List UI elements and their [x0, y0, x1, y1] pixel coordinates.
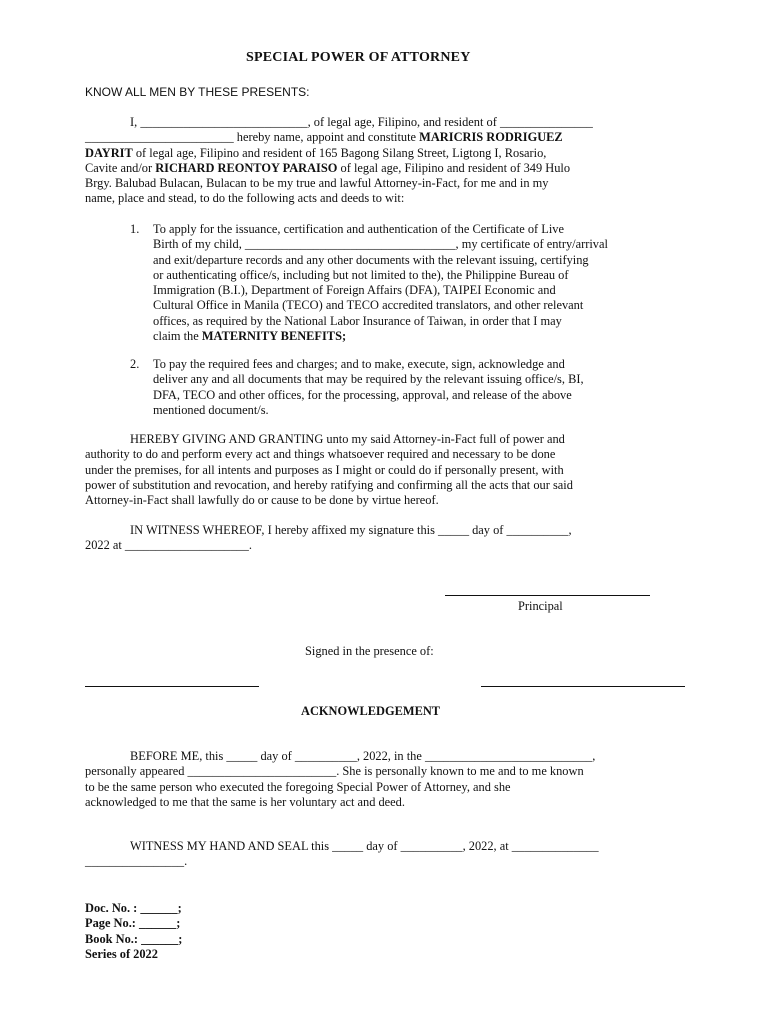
witness-signature-line-right — [481, 686, 685, 687]
item-2-line: mentioned document/s. — [153, 402, 269, 417]
appointment-paragraph — [85, 115, 593, 207]
acknowledgement-title: ACKNOWLEDGEMENT — [301, 704, 441, 718]
appointment-line-2 — [85, 130, 593, 145]
appointment-line-3 — [85, 146, 593, 161]
item-1-text — [153, 222, 608, 344]
witness-signature-line-left — [85, 686, 259, 687]
witness-paragraph — [85, 523, 572, 554]
granting-paragraph — [85, 432, 573, 508]
item-1-line — [153, 329, 608, 344]
item-1-line: To apply for the issuance, certification and authentication of the Certificate of Live — [153, 222, 564, 236]
signed-presence-label: Signed in the presence of: — [305, 644, 434, 658]
seal-line: ________________. — [85, 854, 188, 869]
item-2-text — [153, 357, 584, 418]
item-1-text-span: claim the — [153, 329, 202, 344]
appointment-line-5: Brgy. Balubad Bulacan, Bulacan to be my true and lawful Attorney-in-Fact, for me and in my — [85, 176, 549, 191]
appointment-line-6: name, place and stead, to do the following acts and deeds to wit: — [85, 191, 405, 206]
document-title: SPECIAL POWER OF ATTORNEY — [246, 50, 471, 65]
item-2-line: DFA, TECO and other offices, for the processing, approval, and release of the above — [153, 387, 572, 402]
appointment-text: of legal age, Filipino and resident of 349 Hulo — [337, 160, 571, 175]
appointment-line-1: I, ___________________________, of legal age, Filipino, and resident of _______________ — [130, 115, 593, 129]
appointment-text: Cavite and/or — [85, 160, 156, 175]
witness-line: 2022 at ____________________. — [85, 538, 252, 553]
granting-line: authority to do and perform every act and things whatsoever required and necessary to be done — [85, 447, 556, 462]
item-1-number: 1. — [130, 222, 140, 236]
seal-line: WITNESS MY HAND AND SEAL this _____ day of __________, 2022, at ______________ — [130, 839, 599, 853]
item-2-number: 2. — [130, 357, 140, 371]
appointment-text: of legal age, Filipino and resident of 165 Bagong Silang Street, Ligtong I, Rosario, — [132, 145, 547, 160]
item-1-line: and exit/departure records and any other documents with the relevant issuing, certifying — [153, 252, 589, 267]
acknowledgement-paragraph — [85, 749, 595, 810]
item-2-line: To pay the required fees and charges; and to make, execute, sign, acknowledge and — [153, 357, 565, 371]
granting-line: under the premises, for all intents and purposes as I might or could do if personally present, with — [85, 462, 564, 477]
acknowledgement-line: personally appeared ________________________. She is personally known to me and to me known — [85, 764, 584, 779]
appointment-text: ________________________ hereby name, appoint and constitute — [85, 130, 420, 145]
acknowledgement-line: BEFORE ME, this _____ day of __________, 2022, in the ___________________________, — [130, 749, 596, 763]
seal-paragraph — [85, 839, 599, 870]
page-no: Page No.: ______; — [85, 916, 181, 931]
principal-signature-line — [445, 595, 650, 596]
item-2-line: deliver any and all documents that may be required by the relevant issuing office/s, BI, — [153, 372, 584, 387]
principal-label: Principal — [518, 599, 563, 613]
acknowledgement-line: acknowledged to me that the same is her voluntary act and deed. — [85, 794, 405, 809]
series-year: Series of 2022 — [85, 946, 158, 961]
attorney-name-1: MARICRIS RODRIGUEZ — [419, 130, 563, 145]
item-1-line: Cultural Office in Manila (TECO) and TECO accredited translators, and other relevant — [153, 298, 584, 313]
granting-line: HEREBY GIVING AND GRANTING unto my said Attorney-in-Fact full of power and — [130, 432, 565, 446]
granting-line: Attorney-in-Fact shall lawfully do or cause to be done by virtue hereof. — [85, 493, 439, 508]
intro-line: KNOW ALL MEN BY THESE PRESENTS: — [85, 85, 310, 99]
attorney-name-1-cont: DAYRIT — [85, 145, 133, 160]
attorney-name-2: RICHARD REONTOY PARAISO — [155, 160, 338, 175]
granting-line: power of substitution and revocation, and hereby ratifying and confirming all the acts that our said — [85, 477, 573, 492]
maternity-benefits-label: MATERNITY BENEFITS; — [201, 329, 347, 344]
item-1-line: Immigration (B.I.), Department of Foreign Affairs (DFA), TAIPEI Economic and — [153, 283, 556, 298]
appointment-line-4 — [85, 161, 593, 176]
item-1-line: offices, as required by the National Labor Insurance of Taiwan, in order that I may — [153, 313, 562, 328]
doc-no: Doc. No. : ______; — [85, 901, 182, 915]
notary-details — [85, 901, 182, 962]
item-1-line: or authenticating office/s, including but not limited to the), the Philippine Bureau of — [153, 267, 569, 282]
item-1-line: Birth of my child, __________________________________, my certificate of entry/arrival — [153, 237, 608, 252]
witness-line: IN WITNESS WHEREOF, I hereby affixed my signature this _____ day of __________, — [130, 523, 572, 537]
acknowledgement-line: to be the same person who executed the foregoing Special Power of Attorney, and she — [85, 779, 511, 794]
book-no: Book No.: ______; — [85, 931, 183, 946]
